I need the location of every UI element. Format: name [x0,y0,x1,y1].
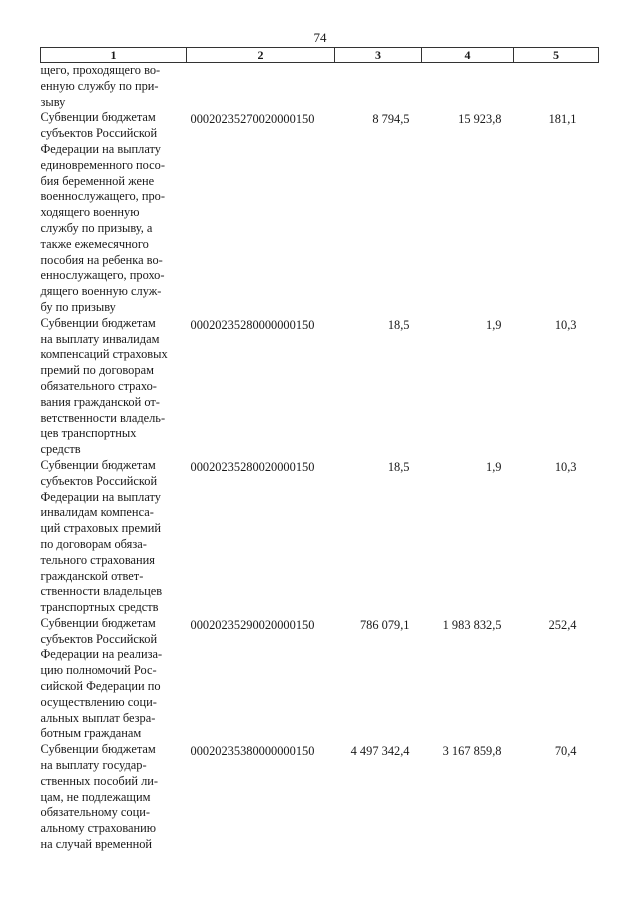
name-line: премий по договорам [40,363,154,378]
name-line: пособия на ребенка во- [40,252,163,267]
name-line: службу по призыву, а [40,220,153,235]
name-line: ственных пособий ли- [40,773,159,788]
name-line: сийской Федерации по [40,679,161,694]
name-line: щего, проходящего во- [40,63,161,77]
row-code: 00020235280020000150 [190,459,315,474]
name-line: инвалидам компенса- [40,505,154,520]
table-row [41,316,599,458]
name-line: Федерации на выплату [40,489,161,504]
table-row [41,63,599,111]
name-line: субъектов Российской [40,126,158,141]
column-header: 1 [41,48,187,63]
name-line: Субвенции бюджетам [40,742,156,757]
name-line: ственности владельцев [40,584,163,599]
row-value-3: 8 794,5 [372,112,410,127]
name-line: Федерации на реализа- [40,647,163,662]
row-name [41,458,187,616]
row-percent: 181,1 [548,112,577,127]
row-value-3: 18,5 [387,459,410,474]
name-line: транспортных средств [40,600,159,615]
name-line: дящего военную служ- [40,284,162,299]
name-line: на случай временной [40,837,153,852]
name-line: цев транспортных [40,426,137,441]
row-code: 00020235380000000150 [190,744,315,759]
name-line: средств [40,442,81,457]
name-line: по договорам обяза- [40,536,147,551]
name-line: на выплату государ- [40,758,147,773]
row-code: 00020235270020000150 [190,112,315,127]
name-line: цам, не подлежащим [40,789,151,804]
row-name [41,110,187,315]
name-line: единовременного посо- [40,157,165,172]
row-name [41,316,187,458]
name-line: субъектов Российской [40,473,158,488]
name-line: альных выплат безра- [40,710,156,725]
page-number: 74 [313,30,327,45]
column-header: 3 [335,48,422,63]
row-value-4: 1 983 832,5 [442,617,502,632]
row-percent: 70,4 [554,744,577,759]
name-line: обязательного страхо- [40,378,157,393]
name-line: ходящего военную [40,205,140,220]
name-line: гражданской ответ- [40,568,144,583]
row-value-4: 3 167 859,8 [442,744,502,759]
row-value-4: 1,9 [486,459,502,474]
name-line: альному страхованию [40,821,157,836]
table-row [41,616,599,742]
name-line: Субвенции бюджетам [40,457,156,472]
table-header-row [41,48,599,63]
row-name [41,616,187,742]
row-percent: 10,3 [554,459,577,474]
name-line: компенсаций страховых [40,347,168,362]
name-line: вания гражданской от- [40,394,160,409]
name-line: Субвенции бюджетам [40,615,156,630]
name-line: бу по призыву [40,299,116,314]
row-value-4: 1,9 [486,317,502,332]
name-line: тельного страхования [40,552,155,567]
row-value-3: 786 079,1 [359,617,410,632]
row-value-3: 18,5 [387,317,410,332]
table-row [41,458,599,616]
row-code: 00020235280000000150 [190,317,315,332]
name-line: Субвенции бюджетам [40,110,156,125]
name-line: также ежемесячного [40,236,149,251]
name-line: ций страховых премий [40,521,162,536]
table-row [41,110,599,315]
row-name [41,63,187,111]
row-percent [514,63,599,111]
name-line: военнослужащего, про- [40,189,166,204]
row-code: 00020235290020000150 [190,617,315,632]
name-line: субъектов Российской [40,631,158,646]
row-percent: 252,4 [548,617,577,632]
name-line: Федерации на выплату [40,141,161,156]
row-percent: 10,3 [554,317,577,332]
budget-table [40,47,599,853]
row-code [187,63,335,111]
name-line: бия беременной жене [40,173,155,188]
column-header: 5 [514,48,599,63]
table-row [41,742,599,853]
column-header: 2 [187,48,335,63]
row-value-4: 15 923,8 [458,112,502,127]
column-header: 4 [422,48,514,63]
name-line: осуществлению соци- [40,694,157,709]
row-value-3: 4 497 342,4 [350,744,410,759]
name-line: еннослужащего, прохо- [40,268,165,283]
name-line: Субвенции бюджетам [40,315,156,330]
name-line: обязательному соци- [40,805,151,820]
name-line: ветственности владель- [40,410,166,425]
row-value-4 [422,63,514,111]
name-line: цию полномочий Рос- [40,663,157,678]
name-line: енную службу по при- [40,78,159,93]
name-line: зыву [40,94,66,109]
row-value-3 [335,63,422,111]
name-line: ботным гражданам [40,726,142,741]
row-name [41,742,187,853]
name-line: на выплату инвалидам [40,331,160,346]
